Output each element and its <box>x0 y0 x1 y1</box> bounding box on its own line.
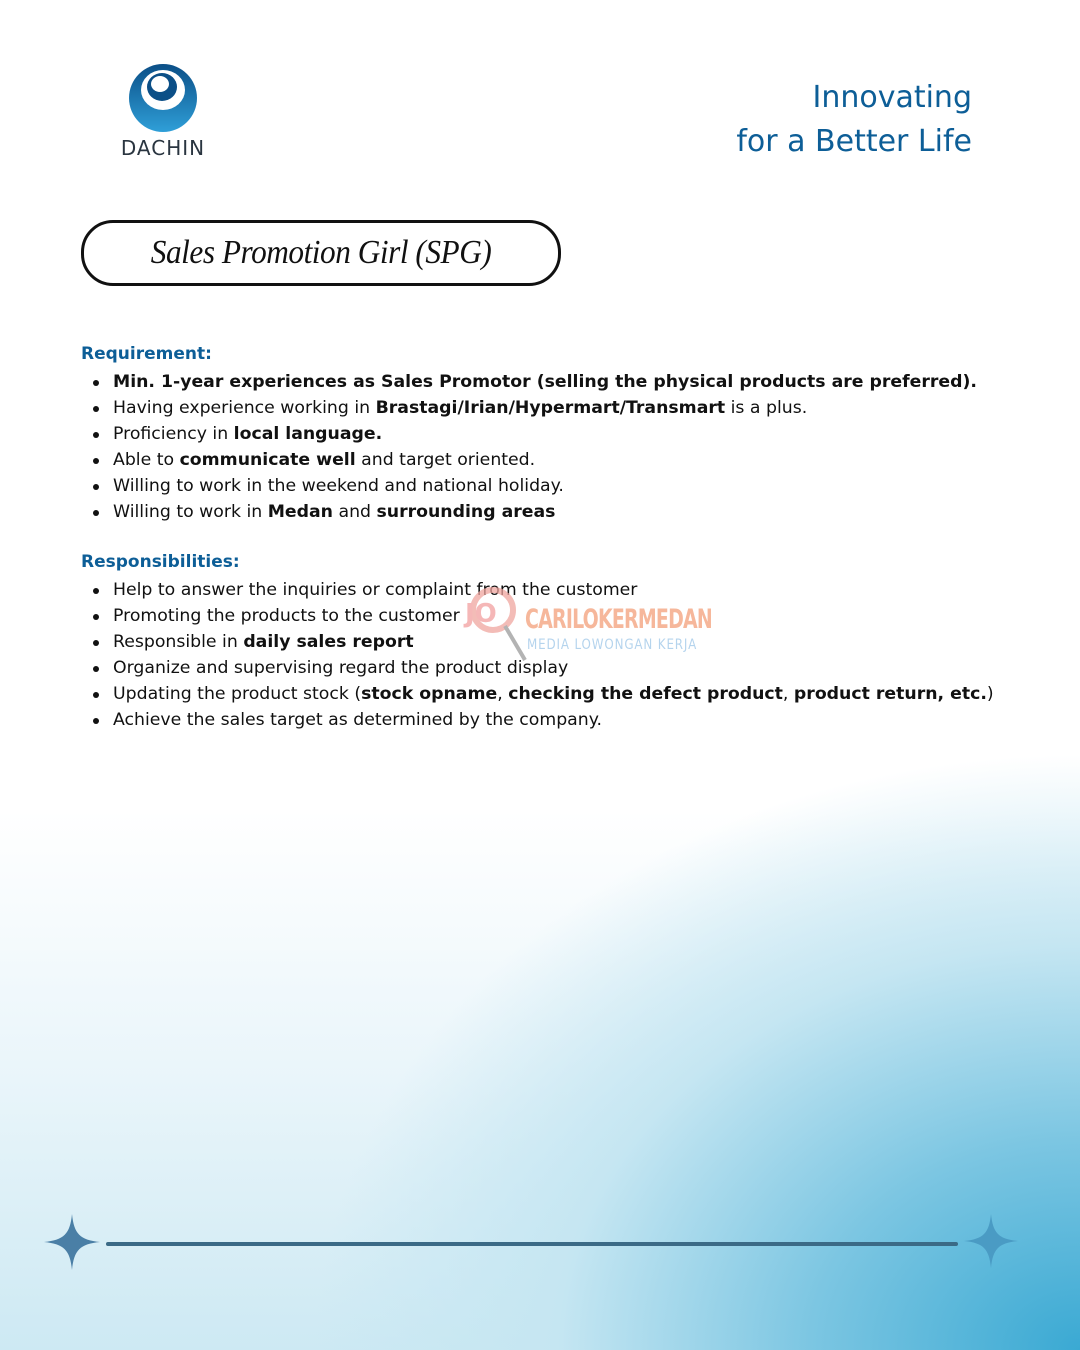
bold-text: stock opname <box>361 684 498 704</box>
item-text: , <box>497 684 509 704</box>
requirement-item <box>113 369 1005 395</box>
bold-text: checking the defect product <box>508 684 783 704</box>
item-text: Proficiency in <box>113 424 234 444</box>
svg-text:JO: JO <box>465 599 497 629</box>
responsibilities-heading: Responsibilities: <box>81 552 240 572</box>
item-text: Updating the product stock ( <box>113 684 362 704</box>
item-text: Achieve the sales target as determined by the company. <box>113 710 602 730</box>
watermark <box>455 584 725 654</box>
requirement-item <box>113 473 1005 499</box>
item-text: Promoting the products to the customer <box>113 606 460 626</box>
responsibilities-item <box>113 655 1005 681</box>
bold-text: Min. 1-year experiences as Sales Promotor (selling the physical products are preferred). <box>113 372 977 392</box>
dachin-logo-icon <box>127 62 199 134</box>
item-text: Organize and supervising regard the product display <box>113 658 569 678</box>
requirement-item <box>113 421 1005 447</box>
bold-text: product return, etc. <box>793 684 987 704</box>
responsibilities-item <box>113 707 1005 733</box>
company-logo <box>113 62 213 160</box>
sparkle-left-icon <box>44 1214 100 1270</box>
requirement-item <box>113 499 1005 525</box>
item-text: and target oriented. <box>355 450 536 470</box>
requirement-heading: Requirement: <box>81 344 212 364</box>
item-text: and <box>333 502 377 522</box>
item-text: Responsible in <box>113 632 244 652</box>
bold-text: Medan <box>267 502 333 522</box>
bold-text: Brastagi/Irian/Hypermart/Transmart <box>375 398 726 418</box>
bottom-divider <box>106 1242 958 1246</box>
tagline-line-1: Innovating <box>812 80 972 115</box>
sparkle-right-icon <box>964 1214 1018 1268</box>
bold-text: communicate well <box>179 450 356 470</box>
magnifier-icon <box>455 584 535 664</box>
tagline-line-2: for a Better Life <box>736 124 972 159</box>
requirement-item <box>113 447 1005 473</box>
responsibilities-item <box>113 681 1005 707</box>
item-text: Able to <box>113 450 180 470</box>
item-text: Help to answer the inquiries or complaint from the customer <box>113 580 638 600</box>
tagline <box>736 76 972 164</box>
job-title: Sales Promotion Girl (SPG) <box>150 234 492 271</box>
watermark-subtitle: MEDIA LOWONGAN KERJA <box>527 637 698 653</box>
job-title-pill <box>81 220 561 286</box>
item-text: , <box>782 684 794 704</box>
item-text: Willing to work in the weekend and national holiday. <box>113 476 564 496</box>
item-text: Having experience working in <box>113 398 376 418</box>
item-text: Willing to work in <box>113 502 268 522</box>
watermark-title: CARILOKERMEDAN <box>525 604 712 635</box>
bold-text: surrounding areas <box>376 502 556 522</box>
requirement-list <box>81 369 1005 525</box>
item-text: is a plus. <box>725 398 808 418</box>
bold-text: local language. <box>233 424 383 444</box>
item-text: ) <box>986 684 994 704</box>
logo-wordmark: DACHIN <box>120 136 206 160</box>
requirement-item <box>113 395 1005 421</box>
bold-text: daily sales report <box>243 632 414 652</box>
